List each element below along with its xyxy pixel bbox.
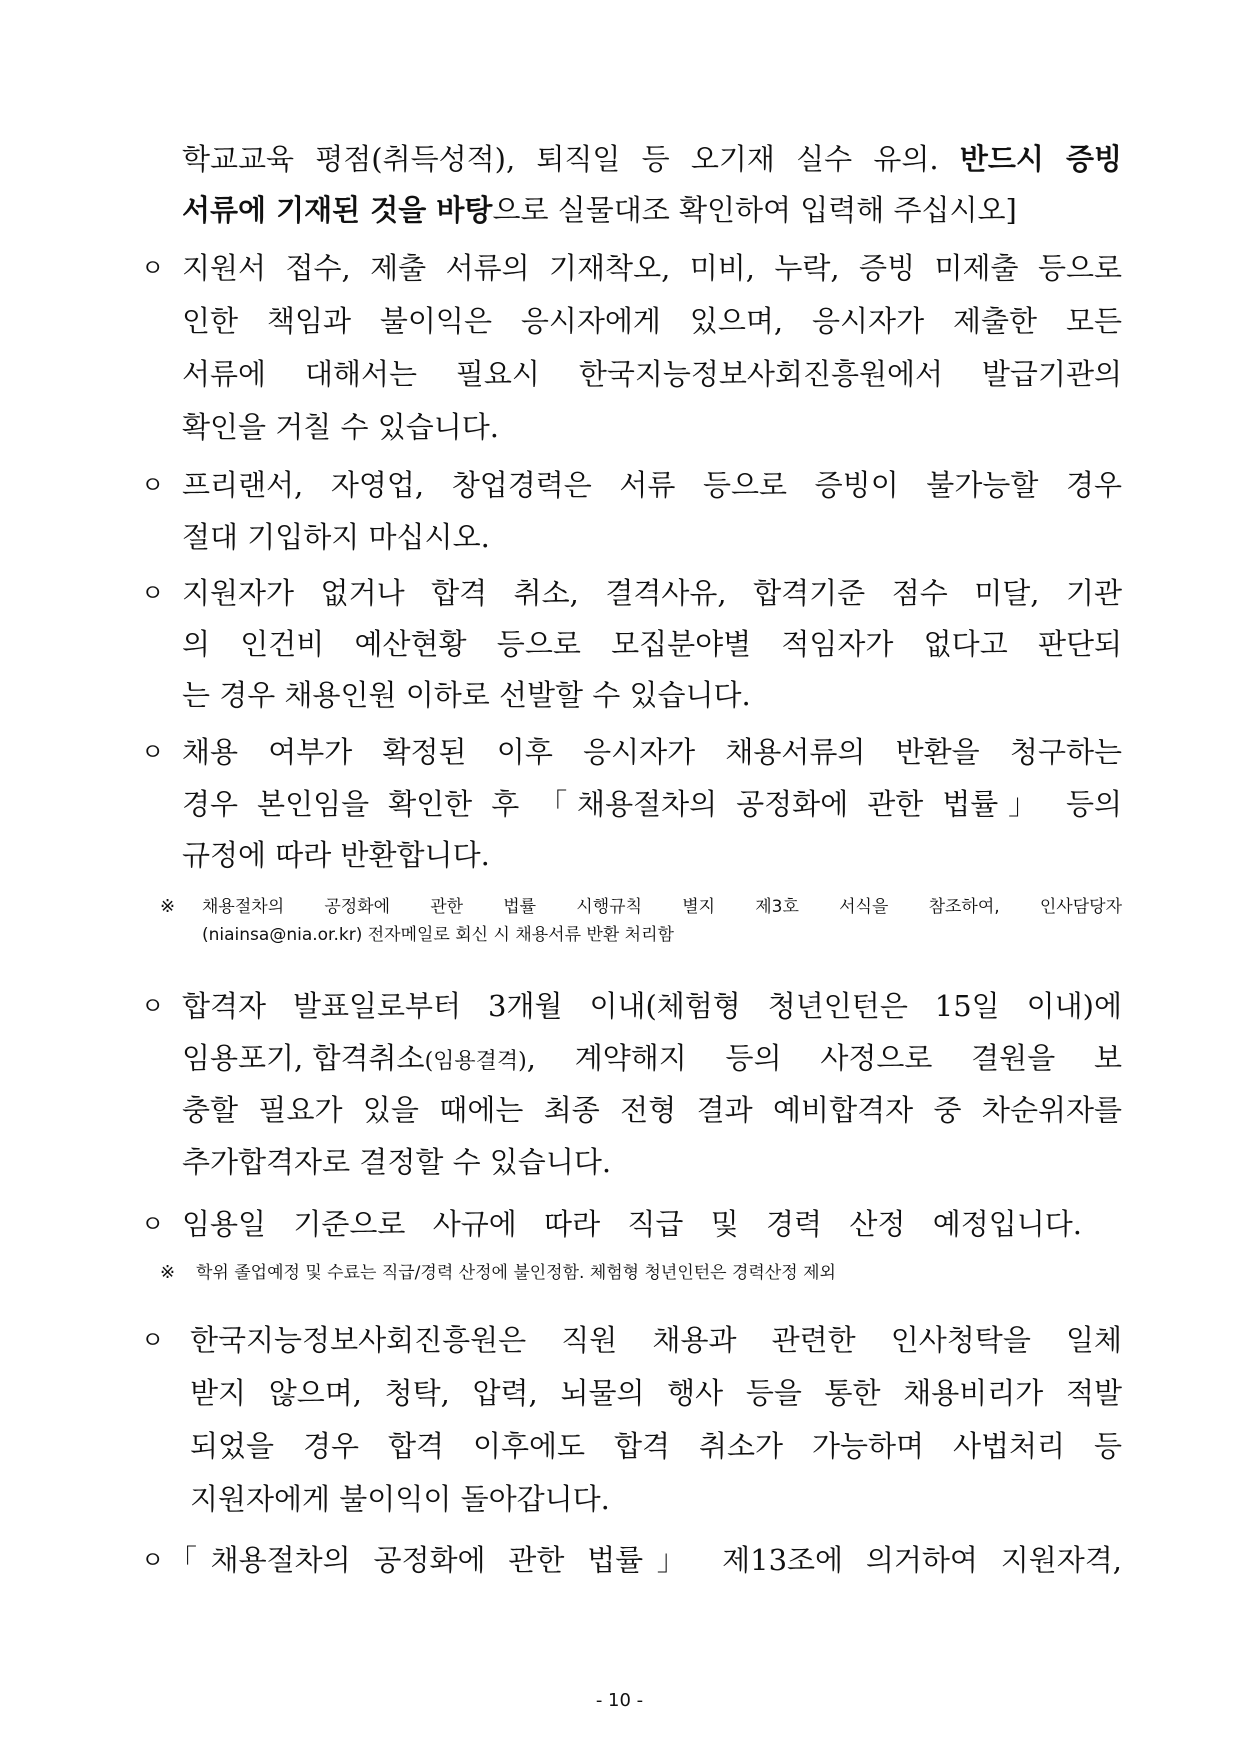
item-1-line-4: 확인을 거칠 수 있습니다. — [182, 410, 500, 444]
item-1-line-2: 인한 책임과 불이익은 응시자에게 있으며, 응시자가 제출한 모든 — [182, 304, 1122, 338]
item-1-line-3: 서류에 대해서는 필요시 한국지능정보사회진흥원에서 발급기관의 — [182, 357, 1122, 391]
bullet-icon: ㅇ — [141, 738, 165, 766]
intro-text: 으로 실물대조 확인하여 입력해 주십시오] — [492, 193, 1017, 227]
item-7-line-3: 되었을 경우 합격 이후에도 합격 취소가 가능하며 사법처리 등 — [190, 1429, 1122, 1463]
item-7-line-1: 한국지능정보사회진흥원은 직원 채용과 관련한 인사청탁을 일체 — [190, 1323, 1122, 1357]
item-6-note-line-1: 학위 졸업예정 및 수료는 직급/경력 산정에 불인정함. 체험형 청년인턴은 경력산정 제외 — [196, 1263, 836, 1283]
item-3-line-3: 는 경우 채용인원 이하로 선발할 수 있습니다. — [182, 678, 751, 712]
item-5-line-2 — [182, 1040, 1122, 1080]
note-mark-icon: ※ — [160, 896, 176, 917]
item-2-line-2: 절대 기입하지 마십시오. — [182, 520, 490, 554]
intro-line-2 — [182, 192, 1122, 228]
item-4-note-line-2: (niainsa@nia.or.kr) 전자메일로 회신 시 채용서류 반환 처리함 — [202, 925, 674, 945]
item-4-note-line-1: 채용절차의 공정화에 관한 법률 시행규칙 별지 제3호 서식을 참조하여, 인사담당자 — [202, 897, 1122, 917]
bullet-icon: ㅇ — [141, 1546, 165, 1574]
bullet-icon: ㅇ — [141, 579, 165, 607]
item-7-line-2: 받지 않으며, 청탁, 압력, 뇌물의 행사 등을 통한 채용비리가 적발 — [190, 1376, 1122, 1410]
intro-bold-text: 서류에 기재된 것을 바탕 — [182, 193, 493, 227]
note-mark-icon: ※ — [160, 1262, 176, 1283]
item-3-line-2: 의 인건비 예산현황 등으로 모집분야별 적임자가 없다고 판단되 — [182, 627, 1122, 661]
item-4-line-2: 경우 본인임을 확인한 후 「채용절차의 공정화에 관한 법률」 등의 — [182, 787, 1122, 821]
bullet-icon: ㅇ — [141, 471, 165, 499]
bullet-icon: ㅇ — [141, 254, 165, 282]
item-5-line-4: 추가합격자로 결정할 수 있습니다. — [182, 1145, 612, 1179]
item-6-line-1: 임용일 기준으로 사규에 따라 직급 및 경력 산정 예정입니다. — [182, 1207, 1082, 1241]
bullet-icon: ㅇ — [141, 992, 165, 1020]
item-4-line-1: 채용 여부가 확정된 이후 응시자가 채용서류의 반환을 청구하는 — [182, 735, 1122, 769]
item-5-line-3: 충할 필요가 있을 때에는 최종 전형 결과 예비합격자 중 차순위자를 — [182, 1093, 1122, 1127]
item-2-line-1: 프리랜서, 자영업, 창업경력은 서류 등으로 증빙이 불가능할 경우 — [182, 468, 1122, 502]
intro-text: 학교교육 평점(취득성적), 퇴직일 등 오기재 실수 유의. — [182, 142, 960, 176]
item-7-line-4: 지원자에게 불이익이 돌아갑니다. — [190, 1482, 610, 1516]
item-8-line-1: 「채용절차의 공정화에 관한 법률」 제13조에 의거하여 지원자격, — [168, 1543, 1122, 1577]
bullet-icon: ㅇ — [141, 1326, 165, 1354]
intro-bold-text: 반드시 증빙 — [959, 142, 1123, 176]
item-5-line-1: 합격자 발표일로부터 3개월 이내(체험형 청년인턴은 15일 이내)에 — [182, 989, 1122, 1023]
page-number: - 10 - — [595, 1690, 644, 1711]
item-5-small-text: (임용결격) — [424, 1049, 527, 1074]
item-4-line-3: 규정에 따라 반환합니다. — [182, 838, 490, 872]
intro-line-1 — [182, 141, 1122, 177]
item-5-text: 임용포기, 합격취소 — [182, 1041, 425, 1075]
item-5-text: , 계약해지 등의 사정으로 결원을 보 — [526, 1041, 1122, 1075]
item-1-line-1: 지원서 접수, 제출 서류의 기재착오, 미비, 누락, 증빙 미제출 등으로 — [182, 251, 1122, 285]
bullet-icon: ㅇ — [141, 1210, 165, 1238]
item-3-line-1: 지원자가 없거나 합격 취소, 결격사유, 합격기준 점수 미달, 기관 — [182, 576, 1122, 610]
